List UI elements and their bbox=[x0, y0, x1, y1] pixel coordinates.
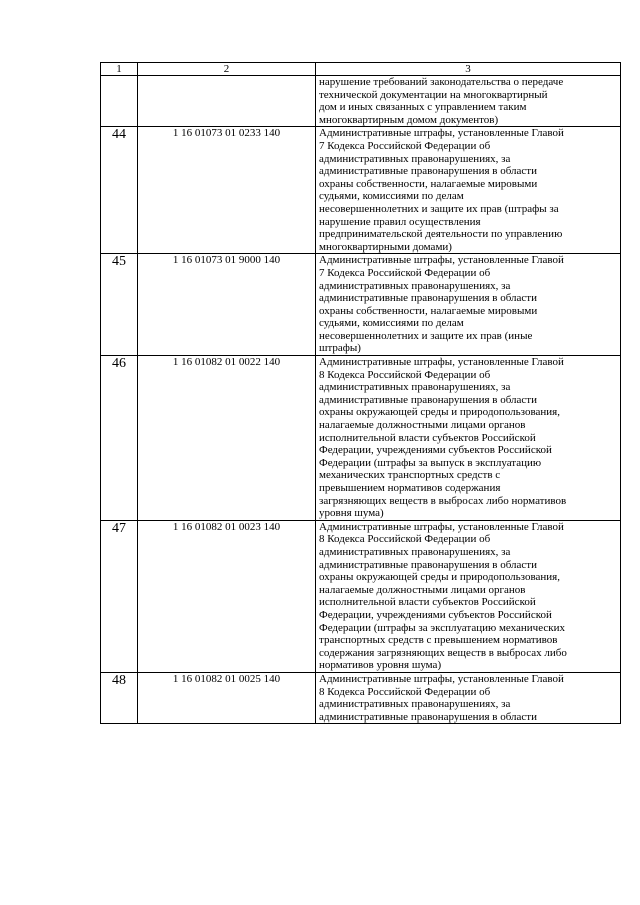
row-description-cell bbox=[316, 76, 621, 127]
row-description-cell bbox=[316, 356, 621, 521]
table-row bbox=[101, 76, 621, 127]
budget-classification-code: 1 16 01082 01 0022 140 bbox=[138, 356, 316, 521]
row-description-cell bbox=[316, 127, 621, 254]
budget-classification-code: 1 16 01073 01 9000 140 bbox=[138, 254, 316, 356]
budget-classification-code: 1 16 01082 01 0025 140 bbox=[138, 672, 316, 723]
row-description: нарушение требований законодательства о передаче технической документации на многоквартирный дом и иных связанных с управлением таким многоквартирным домом документов) bbox=[319, 76, 564, 126]
table-row bbox=[101, 356, 621, 521]
table-row bbox=[101, 520, 621, 672]
row-number bbox=[101, 76, 138, 127]
row-description: Административные штрафы, установленные Главой 7 Кодекса Российской Федерации об административных правонарушениях, за административные правонарушения в области охраны собственности, налагаемые мировыми судьями, комиссиями по делам несовершеннолетних и защите их прав (иные штрафы) bbox=[319, 254, 564, 355]
header-col-3: 3 bbox=[316, 63, 621, 76]
table-row bbox=[101, 127, 621, 254]
budget-classification-code: 1 16 01073 01 0233 140 bbox=[138, 127, 316, 254]
header-col-2: 2 bbox=[138, 63, 316, 76]
row-description: Административные штрафы, установленные Главой 7 Кодекса Российской Федерации об административных правонарушениях, за административные правонарушения в области охраны собственности, налагаемые мировыми судьями, комиссиями по делам несовершеннолетних и защите их прав (штрафы за нарушение правил осуществления предпринимательской деятельности по управлению многоквартирными домами) bbox=[319, 127, 564, 253]
row-number: 47 bbox=[101, 520, 138, 672]
table-row bbox=[101, 672, 621, 723]
table-row bbox=[101, 254, 621, 356]
row-description-cell bbox=[316, 672, 621, 723]
row-description: Административные штрафы, установленные Главой 8 Кодекса Российской Федерации об административных правонарушениях, за административные правонарушения в области охраны окружающей среды и природопользования, налагаемые должностными лицами органов исполнительной власти субъектов Российской Федерации, учреждениями субъектов Российской Федерации (штрафы за эксплуатацию механических транспортных средств с превышением нормативов содержания загрязняющих веществ в выбросах либо нормативов уровня шума) bbox=[319, 520, 567, 672]
budget-classification-code bbox=[138, 76, 316, 127]
row-number: 48 bbox=[101, 672, 138, 723]
row-description-cell bbox=[316, 254, 621, 356]
budget-classification-code: 1 16 01082 01 0023 140 bbox=[138, 520, 316, 672]
document-page bbox=[100, 62, 610, 724]
header-col-1: 1 bbox=[101, 63, 138, 76]
row-number: 45 bbox=[101, 254, 138, 356]
row-number: 46 bbox=[101, 356, 138, 521]
row-description: Административные штрафы, установленные Главой 8 Кодекса Российской Федерации об административных правонарушениях, за административные правонарушения в области bbox=[319, 672, 564, 723]
row-description-cell bbox=[316, 520, 621, 672]
table-header-row bbox=[101, 63, 621, 76]
budget-codes-table bbox=[100, 62, 621, 724]
row-description: Административные штрафы, установленные Главой 8 Кодекса Российской Федерации об административных правонарушениях, за административные правонарушения в области охраны окружающей среды и природопользования, налагаемые должностными лицами органов исполнительной власти субъектов Российской Федерации, учреждениями субъектов Российской Федерации (штрафы за выпуск в эксплуатацию механических транспортных средств с превышением нормативов содержания загрязняющих веществ в выбросах либо нормативов уровня шума) bbox=[319, 356, 567, 520]
row-number: 44 bbox=[101, 127, 138, 254]
